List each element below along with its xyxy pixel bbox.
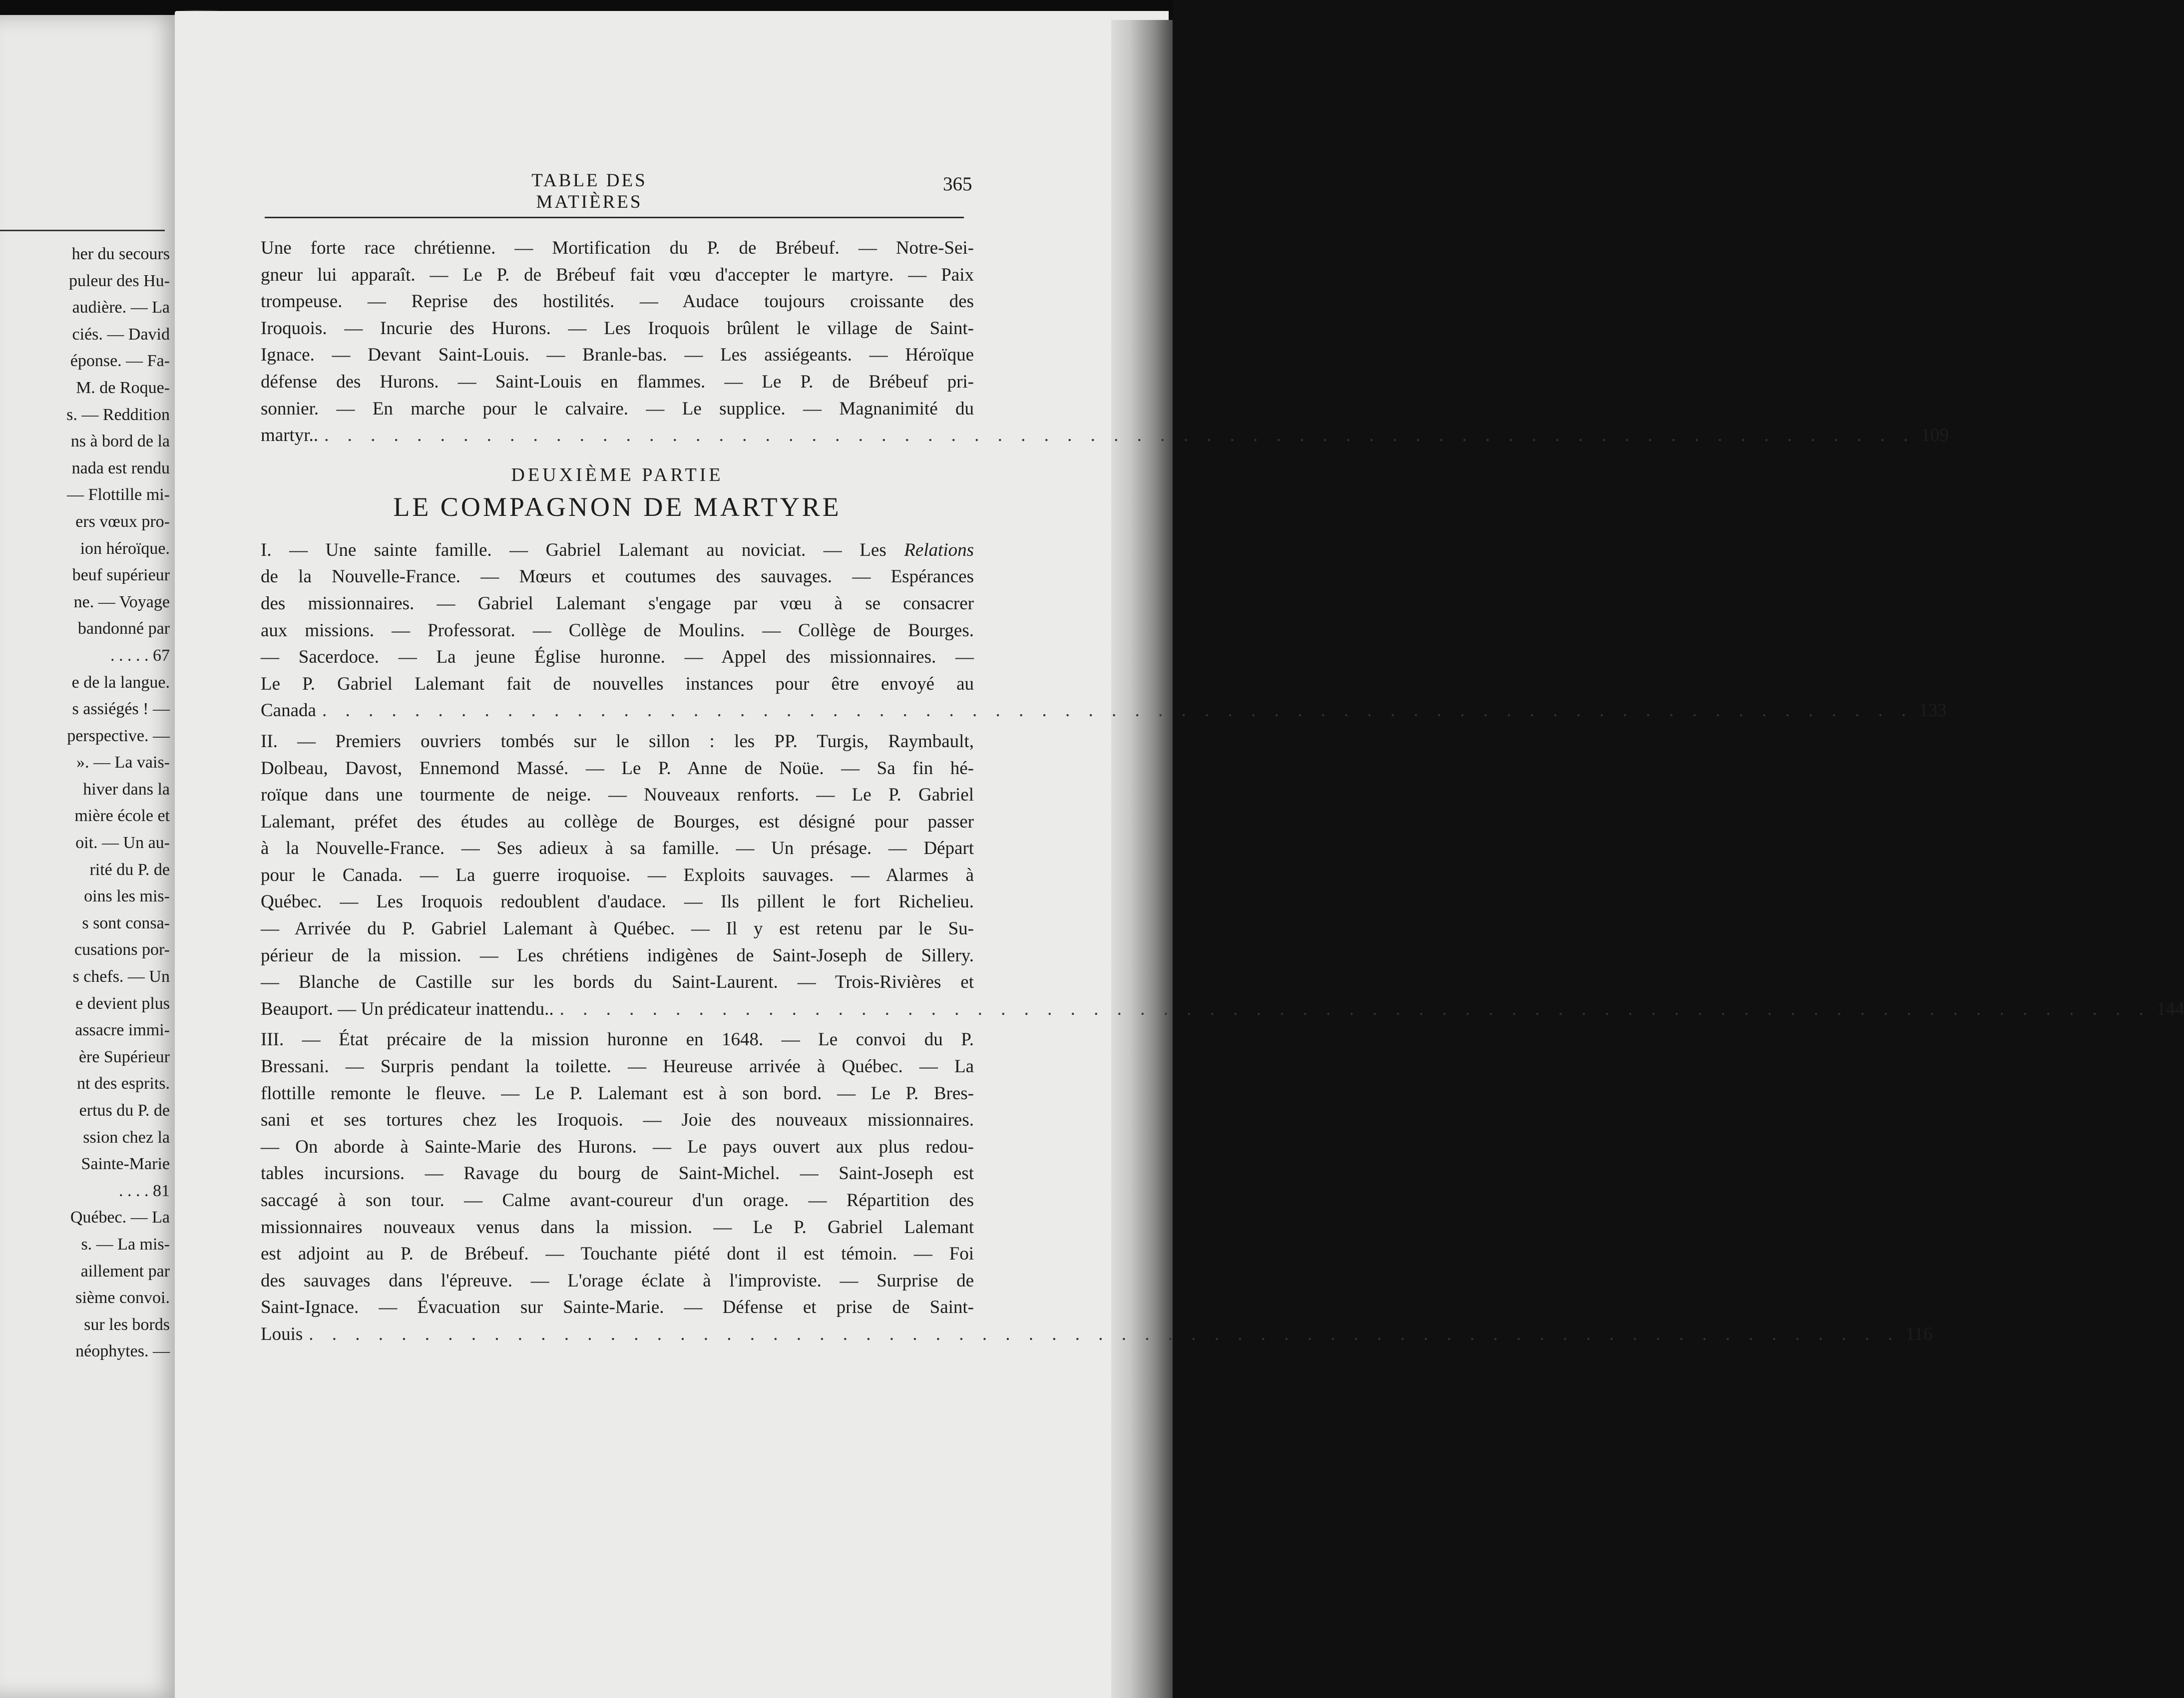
toc-line: II. — Premiers ouvriers tombés sur le sillon : les PP. Turgis, Raymbault,	[261, 731, 974, 752]
left-page-line: nt des esprits.	[76, 1074, 170, 1093]
dot-leader: . . . . . . . . . . . . . . . . . . . . . . . . . . . . . . . . . . . . . . . . . . . . . . . . . . . . . . . . . . . . . . . . . . . . .	[324, 425, 1915, 446]
left-page-line: ion héroïque.	[80, 539, 170, 558]
left-page-line: her du secours	[71, 245, 170, 263]
left-page-line: M. de Roque-	[76, 378, 170, 397]
left-page-line: ». — La vais-	[76, 753, 170, 772]
left-page-line: aillement par	[80, 1262, 170, 1280]
left-page-line: . . . . 81	[119, 1181, 170, 1200]
dot-leader: . . . . . . . . . . . . . . . . . . . . . . . . . . . . . . . . . . . . . . . . . . . . . . . . . . . . . . . . . . . . . . . . . . . . .	[309, 1323, 1900, 1344]
left-page-line: Québec. — La	[70, 1208, 170, 1227]
left-page-line: . . . . . 67	[110, 646, 170, 665]
toc-line: — Sacerdoce. — La jeune Église huronne. — Appel des missionnaires. —	[261, 647, 974, 668]
left-page-line: oit. — Un au-	[75, 834, 170, 852]
dot-leader: . . . . . . . . . . . . . . . . . . . . . . . . . . . . . . . . . . . . . . . . . . . . . . . . . . . . . . . . . . . . . . . . . . . . .	[322, 700, 1913, 721]
toc-line: tables incursions. — Ravage du bourg de Saint-Michel. — Saint-Joseph est	[261, 1163, 974, 1184]
page-edge	[1111, 20, 1173, 1698]
left-page-line: ssion chez la	[83, 1128, 170, 1147]
toc-entry-tail: Beauport. — Un prédicateur inattendu..	[261, 998, 554, 1019]
toc-line: Saint-Ignace. — Évacuation sur Sainte-Marie. — Défense et prise de Saint-	[261, 1297, 974, 1318]
toc-entry-first	[261, 235, 1949, 449]
left-page-line: e devient plus	[75, 994, 170, 1013]
left-page-line: s. — Reddition	[66, 405, 170, 424]
toc-entry-last-line	[261, 697, 1947, 724]
toc-entry-tail: martyr..	[261, 425, 319, 446]
left-page-line: ciés. — David	[72, 325, 170, 344]
running-header: TABLE DES MATIÈRES	[531, 170, 647, 212]
left-page-line: audière. — La	[72, 298, 170, 317]
left-page-line: sième convoi.	[75, 1288, 170, 1307]
left-page-line: s assiégés ! —	[72, 700, 170, 719]
left-page-line: bandonné par	[77, 619, 170, 638]
toc-line: Dolbeau, Davost, Ennemond Massé. — Le P. Anne de Noüe. — Sa fin hé-	[261, 758, 974, 779]
toc-section	[261, 728, 2184, 1023]
left-page-line: s chefs. — Un	[72, 967, 170, 986]
toc-section	[261, 537, 1947, 724]
left-page-line: ère Supérieur	[78, 1047, 170, 1066]
header-rule	[265, 217, 964, 218]
toc-line: aux missions. — Professorat. — Collège de Moulins. — Collège de Bourges.	[261, 620, 974, 641]
toc-entry-last-line	[261, 422, 1949, 449]
left-page-line: éponse. — Fa-	[70, 352, 170, 371]
left-page-line: ertus du P. de	[79, 1101, 170, 1120]
left-page-text	[0, 241, 170, 1365]
left-page-line: — Flottille mi-	[67, 485, 170, 504]
left-page-line: néophytes. —	[75, 1342, 170, 1361]
toc-line: Ignace. — Devant Saint-Louis. — Branle-bas. — Les assiégeants. — Héroïque	[261, 345, 974, 366]
left-page-line: ers vœux pro-	[75, 512, 170, 531]
toc-page-ref: 109	[1921, 425, 1949, 446]
left-page-line: puleur des Hu-	[68, 271, 170, 290]
toc-entry-tail: Canada	[261, 700, 316, 721]
toc-line: — Arrivée du P. Gabriel Lalemant à Québec. — Il y est retenu par le Su-	[261, 918, 974, 939]
left-page-line: Sainte-Marie	[81, 1155, 170, 1174]
toc-line: sani et ses tortures chez les Iroquois. — Joie des nouveaux missionnaires.	[261, 1110, 974, 1131]
toc-line: trompeuse. — Reprise des hostilités. — Audace toujours croissante des	[261, 291, 974, 312]
toc-line: III. — État précaire de la mission huronne en 1648. — Le convoi du P.	[261, 1029, 974, 1050]
toc-line: flottille remonte le fleuve. — Le P. Lalemant est à son bord. — Le P. Bres-	[261, 1083, 974, 1104]
left-page-line: mière école et	[74, 807, 170, 826]
toc-line: est adjoint au P. de Brébeuf. — Touchante piété dont il est témoin. — Foi	[261, 1244, 974, 1265]
toc-line: périeur de la mission. — Les chrétiens indigènes de Saint-Joseph de Sillery.	[261, 945, 974, 966]
toc-page-ref: 133	[1919, 700, 1947, 721]
toc-line: Bressani. — Surpris pendant la toilette. — Heureuse arrivée à Québec. — La	[261, 1056, 974, 1077]
left-page-line: beuf supérieur	[72, 566, 170, 585]
left-page-line: hiver dans la	[83, 780, 170, 799]
left-page-line: ne. — Voyage	[73, 592, 170, 611]
left-page-line: ns à bord de la	[70, 432, 170, 451]
toc-line: Québec. — Les Iroquois redoublent d'audace. — Ils pillent le fort Richelieu.	[261, 891, 974, 912]
toc-line: à la Nouvelle-France. — Ses adieux à sa famille. — Un présage. — Départ	[261, 838, 974, 859]
left-page-line: s. — La mis-	[81, 1235, 170, 1254]
toc-line: défense des Hurons. — Saint-Louis en flammes. — Le P. de Brébeuf pri-	[261, 371, 974, 392]
dot-leader: . . . . . . . . . . . . . . . . . . . . . . . . . . . . . . . . . . . . . . . . . . . . . . . . . . . . . . . . . . . . . . . . . . . . .	[559, 998, 2151, 1019]
left-page-line: perspective. —	[67, 726, 170, 745]
left-page-line: e de la langue.	[71, 673, 170, 692]
toc-line: I. — Une sainte famille. — Gabriel Lalemant au noviciat. — Les Relations	[261, 539, 974, 560]
toc-line: Lalemant, préfet des études au collège de Bourges, est désigné pour passer	[261, 811, 974, 832]
left-page-rule	[0, 230, 165, 231]
page-number: 365	[943, 173, 972, 195]
left-page	[0, 15, 182, 1698]
part-title: LE COMPAGNON DE MARTYRE	[393, 491, 842, 522]
toc-line: des missionnaires. — Gabriel Lalemant s'engage par vœu à se consacrer	[261, 593, 974, 614]
toc-line: missionnaires nouveaux venus dans la mission. — Le P. Gabriel Lalemant	[261, 1217, 974, 1238]
left-page-line: rité du P. de	[89, 860, 170, 879]
toc-line: saccagé à son tour. — Calme avant-coureur d'un orage. — Répartition des	[261, 1190, 974, 1211]
toc-line: des sauvages dans l'épreuve. — L'orage éclate à l'improviste. — Surprise de	[261, 1270, 974, 1291]
toc-line: roïque dans une tourmente de neige. — Nouveaux renforts. — Le P. Gabriel	[261, 785, 974, 806]
toc-line: — Blanche de Castille sur les bords du Saint-Laurent. — Trois-Rivières et	[261, 972, 974, 993]
toc-page-ref: 116	[1905, 1323, 1933, 1344]
table-of-contents	[261, 235, 2184, 1352]
toc-line: sonnier. — En marche pour le calvaire. — Le supplice. — Magnanimité du	[261, 398, 974, 419]
left-page-line: sur les bords	[84, 1315, 170, 1334]
toc-line: de la Nouvelle-France. — Mœurs et coutumes des sauvages. — Espérances	[261, 566, 974, 587]
left-page-line: s sont consa-	[82, 913, 170, 932]
left-page-line: nada est rendu	[71, 458, 170, 477]
toc-line: — On aborde à Sainte-Marie des Hurons. — Le pays ouvert aux plus redou-	[261, 1136, 974, 1157]
toc-line: Une forte race chrétienne. — Mortification du P. de Brébeuf. — Notre-Sei-	[261, 238, 974, 258]
toc-line: Le P. Gabriel Lalemant fait de nouvelles instances pour être envoyé au	[261, 673, 974, 694]
toc-section	[261, 1026, 1933, 1347]
left-page-line: assacre immi-	[75, 1021, 170, 1040]
toc-line: gneur lui apparaît. — Le P. de Brébeuf fait vœu d'accepter le martyre. — Paix	[261, 264, 974, 285]
toc-page-ref: 144	[2156, 998, 2184, 1019]
toc-line: Iroquois. — Incurie des Hurons. — Les Iroquois brûlent le village de Saint-	[261, 318, 974, 339]
part-label: DEUXIÈME PARTIE	[511, 464, 724, 485]
left-page-line: cusations por-	[74, 940, 170, 959]
left-page-line: oins les mis-	[84, 887, 170, 906]
toc-entry-last-line	[261, 996, 2184, 1023]
toc-line: pour le Canada. — La guerre iroquoise. — Exploits sauvages. — Alarmes à	[261, 864, 974, 885]
toc-entry-last-line	[261, 1321, 1933, 1348]
toc-entry-tail: Louis	[261, 1323, 303, 1344]
